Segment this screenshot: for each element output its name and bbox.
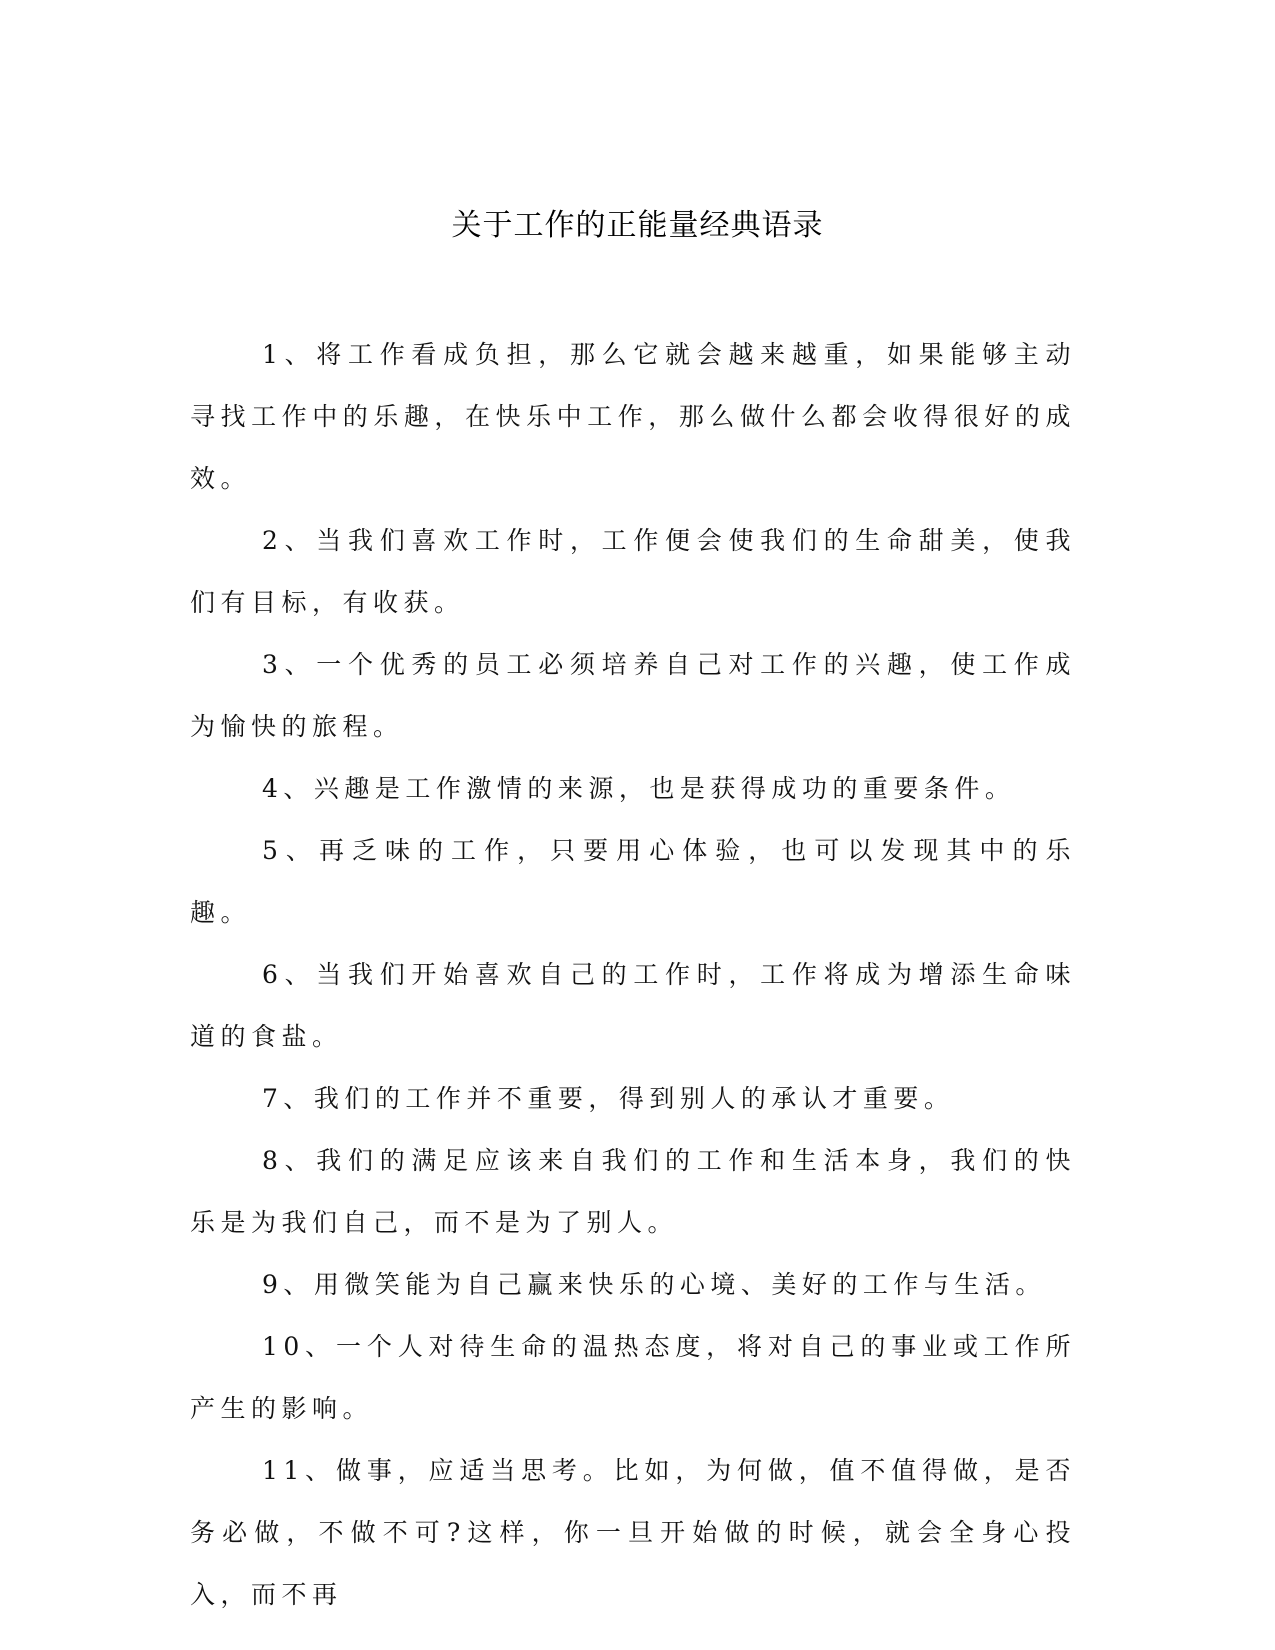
paragraph-6: 6、当我们开始喜欢自己的工作时，工作将成为增添生命味道的食盐。 — [190, 960, 1076, 1051]
paragraph-11: 11、做事，应适当思考。比如，为何做，值不值得做，是否务必做，不做不可?这样，你一旦开始做的时候，就会全身心投入，而不再 — [190, 1456, 1076, 1609]
paragraph-4: 4、兴趣是工作激情的来源，也是获得成功的重要条件。 — [262, 774, 1016, 803]
paragraph-5: 5、再乏味的工作，只要用心体验，也可以发现其中的乐趣。 — [190, 836, 1076, 927]
document-body — [190, 324, 1076, 1626]
paragraph-2: 2、当我们喜欢工作时，工作便会使我们的生命甜美，使我们有目标，有收获。 — [190, 526, 1076, 617]
paragraph-1: 1、将工作看成负担，那么它就会越来越重，如果能够主动寻找工作中的乐趣，在快乐中工作，那么做什么都会收得很好的成效。 — [190, 340, 1076, 493]
paragraph-9: 9、用微笑能为自己赢来快乐的心境、美好的工作与生活。 — [262, 1270, 1046, 1299]
document-title: 关于工作的正能量经典语录 — [451, 208, 824, 243]
paragraph-10: 10、一个人对待生命的温热态度，将对自己的事业或工作所产生的影响。 — [190, 1332, 1076, 1423]
paragraph-7: 7、我们的工作并不重要，得到别人的承认才重要。 — [262, 1084, 955, 1113]
paragraph-8: 8、我们的满足应该来自我们的工作和生活本身，我们的快乐是为我们自己，而不是为了别人。 — [190, 1146, 1076, 1237]
paragraph-3: 3、一个优秀的员工必须培养自己对工作的兴趣，使工作成为愉快的旅程。 — [190, 650, 1076, 741]
